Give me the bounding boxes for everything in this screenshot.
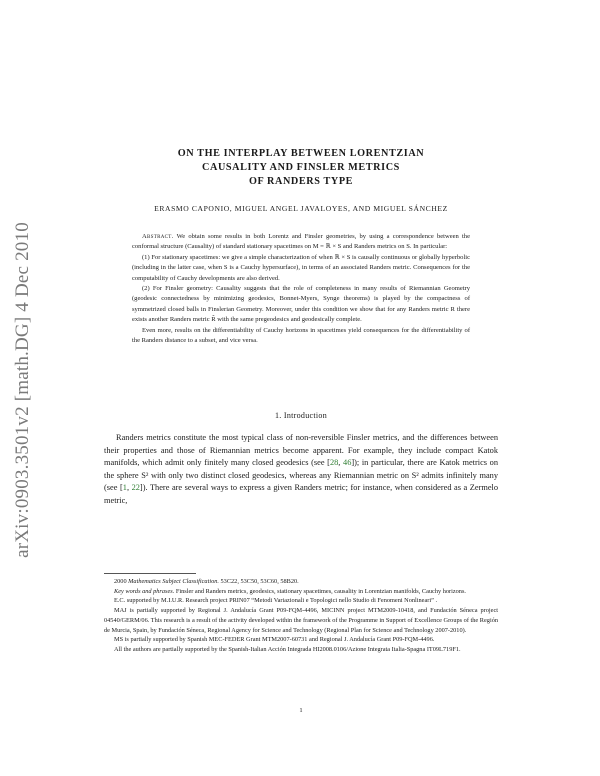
footnote-keywords xyxy=(104,587,498,597)
footnote-msc xyxy=(104,577,498,587)
abstract-intro xyxy=(132,232,470,253)
intro-text-4: , xyxy=(126,483,132,493)
footnote-msc-label: Mathematics Subject Classification. xyxy=(128,578,219,585)
title-line-1: ON THE INTERPLAY BETWEEN LORENTZIAN xyxy=(177,148,425,159)
page-number: 1 xyxy=(299,707,303,714)
arxiv-identifier-text: arXiv:0903.3501v2 [math.DG] 4 Dec 2010 xyxy=(12,222,34,558)
paper-title xyxy=(104,147,498,189)
intro-paragraph xyxy=(104,432,498,508)
footnote-maj-funding: MAJ is partially supported by Regional J. Andalucía Grant P09-FQM-4496, MICINN project MTM2009-10418, and Fundación Séneca project 04540/GERM/06. This research is a result of the activity developed within the framework of the Programme in Support of Excellence Groups of the Región de Murcia, Spain, by Fundación Séneca, Regional Agency for Science and Technology (Regional Plan for Science and Technology 2007-2010). xyxy=(104,607,498,634)
footnote-msc-year: 2000 xyxy=(114,578,129,585)
abstract-item-1: (1) For stationary spacetimes: we give a simple characterization of when ℝ × S is causally continuous or globally hyperbolic (including in the latter case, when S is a Cauchy hypersurface), in terms of an associated Randers metric. Consequences for the computability of Cauchy developments are also derived. xyxy=(132,253,470,282)
footnote-keywords-text: Finsler and Randers metrics, geodesics, stationary spacetimes, causality in Lorentzian manifolds, Cauchy horizons. xyxy=(174,587,466,595)
intro-text-1: Randers metrics constitute the most typical class of non-reversible Finsler metrics, and the differences between their properties and those of Riemannian metrics become apparent. For example, they include compact Katok manifolds, which admit only finitely many closed geodesics (see [ xyxy=(104,433,498,468)
footnote-ms-funding: MS is partially supported by Spanish MEC-FEDER Grant MTM2007-60731 and Regional J. Andalucía Grant P09-FQM-4496. xyxy=(114,636,435,644)
intro-text-5: ]). There are several ways to express a given Randers metric; for instance, when considered as a Zermelo metric, xyxy=(104,483,499,505)
abstract-closing: Even more, results on the differentiability of Cauchy horizons in spacetimes yield consequences for the differentiability of the Randers distance to a subset, and vice versa. xyxy=(132,326,470,345)
citation-link[interactable]: 1 xyxy=(122,483,127,493)
title-line-3: OF RANDERS TYPE xyxy=(248,176,354,187)
footnote-ec-funding: E.C. supported by M.I.U.R. Research project PRIN07 “Metodi Variazionali e Topologici nello Studio di Fenomeni Nonlineari” . xyxy=(114,597,438,605)
abstract xyxy=(132,232,470,346)
abstract-intro-text: We obtain some results in both Lorentz and Finsler geometries, by using a correspondence between the conformal structure (Causality) of standard stationary spacetimes on M = ℝ × S and Randers metrics on S. In particular: xyxy=(132,233,470,251)
footnote-msc-codes: 53C22, 53C50, 53C60, 58B20. xyxy=(218,578,299,585)
citation-link[interactable]: 46 xyxy=(343,458,352,468)
title-line-2: CAUSALITY AND FINSLER METRICS xyxy=(202,162,400,173)
section-heading-introduction: 1. Introduction xyxy=(274,411,328,420)
footnote-rule xyxy=(104,573,196,574)
author-list: ERASMO CAPONIO, MIGUEL ANGEL JAVALOYES, AND MIGUEL SÁNCHEZ xyxy=(154,204,448,213)
intro-text-2: , xyxy=(338,458,344,468)
footnotes xyxy=(104,577,498,655)
abstract-label: Abstract. xyxy=(142,233,174,240)
arxiv-identifier-stamp xyxy=(10,180,36,600)
abstract-item-2: (2) For Finsler geometry: Causality suggests that the role of completeness in many results of Riemannian Geometry (geodesic connectedness by minimizing geodesics, Bonnet-Myers, Synge theorems) is played by the compactness of symmetrized closed balls in Finslerian Geometry. Moreover, under this condition we show that for any Randers metric R there exists another Randers metric R̃ with the same pregeodesics and geodesically complete. xyxy=(132,285,470,324)
footnote-all-funding: All the authors are partially supported by the Spanish-Italian Acción Integrada HI2008.0106/Azione Integrata Italia-Spagna IT09L719F1. xyxy=(114,645,461,653)
citation-link[interactable]: 22 xyxy=(131,483,140,493)
intro-text-3: ]); in particular, there are Katok metrics on the sphere S² with only two distinct closed geodesics, whereas any Riemannian metric on S² admits infinitely many (see [ xyxy=(104,458,498,493)
citation-link[interactable]: 28 xyxy=(329,458,339,468)
footnote-keywords-label: Key words and phrases. xyxy=(114,587,175,595)
